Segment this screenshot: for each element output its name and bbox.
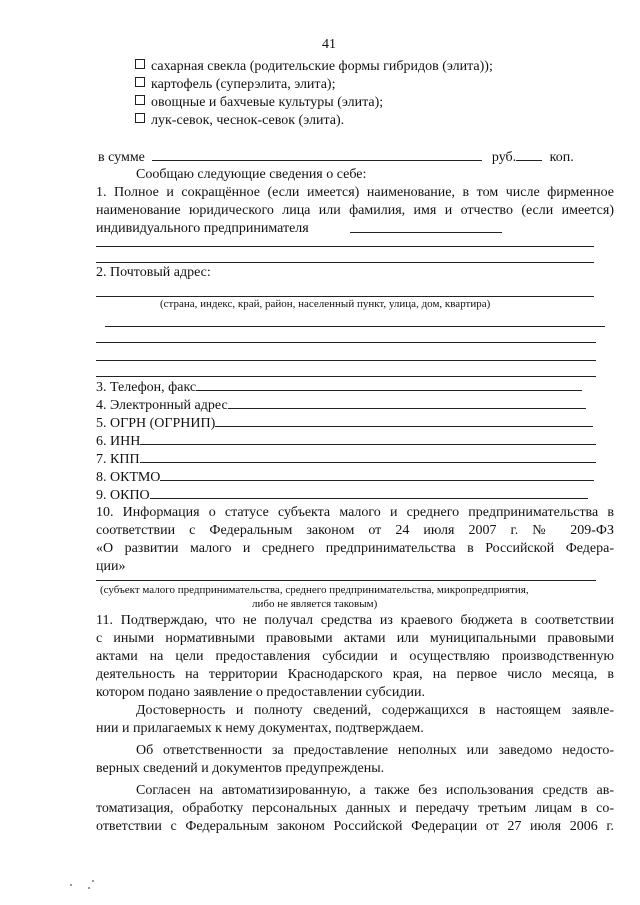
inn-input[interactable] [140, 432, 596, 445]
accuracy-line: Достоверность и полноту сведений, содержащихся в настоящем заявле- [136, 703, 614, 718]
consent-line: ответствии с Федеральным законом Российской Федерации от 27 июля 2006 г. [96, 819, 614, 834]
item10-line: «О развитии малого и среднего предпринимательства в Российской Федера- [96, 541, 614, 556]
rub-label: руб. [491, 150, 517, 165]
checkbox-icon[interactable] [135, 113, 145, 123]
email-row [96, 396, 586, 415]
item1-line: 1. Полное и сокращённое (если имеется) наименование, в том числе фирменное [96, 185, 614, 200]
item11-line: котором подано заявление о предоставлении субсидии. [96, 685, 425, 700]
item1-field[interactable] [350, 232, 502, 233]
oktmo-input[interactable] [160, 468, 594, 481]
inn-label: 6. ИНН [96, 434, 141, 449]
okpo-row [96, 486, 588, 505]
scan-speck [88, 887, 90, 889]
oktmo-label: 8. ОКТМО [96, 470, 161, 485]
checkbox-icon[interactable] [135, 77, 145, 87]
ogrn-label: 5. ОГРН (ОГРНИП) [96, 416, 216, 431]
address-label: 2. Почтовый адрес: [96, 265, 211, 280]
page-number: 41 [322, 37, 336, 52]
address-field[interactable] [105, 326, 605, 327]
sum-row [98, 148, 618, 167]
address-field[interactable] [96, 342, 596, 343]
crop-item[interactable]: сахарная свекла (родительские формы гибридов (элита)); [135, 58, 493, 76]
crop-item[interactable]: овощные и бахчевые культуры (элита); [135, 94, 383, 112]
phone-input[interactable] [196, 378, 582, 391]
item11-line: 11. Подтверждаю, что не получал средства из краевого бюджета в соответствии [96, 613, 614, 628]
consent-line: Согласен на автоматизированную, а также без использования средств ав- [136, 783, 614, 798]
item11-line: деятельность на территории Краснодарского края, на первое число месяца, в [96, 667, 614, 682]
item11-line: актами на цели предоставления субсидии и осуществляю производственную [96, 649, 614, 664]
kpp-label: 7. КПП [96, 452, 140, 467]
ogrn-input[interactable] [215, 414, 593, 427]
kpp-input[interactable] [140, 450, 596, 463]
kop-label: коп. [549, 150, 574, 165]
item10-line: соответствии с Федеральным законом от 24 июля 2007 г. № 209-ФЗ [96, 523, 614, 538]
ogrn-row [96, 414, 593, 433]
item10-line: 10. Информация о статусе субъекта малого и среднего предпринимательства в [96, 505, 614, 520]
address-hint: (страна, индекс, край, район, населенный пункт, улица, дом, квартира) [160, 298, 491, 310]
accuracy-line: нии и прилагаемых к нему документах, подтверждаем. [96, 721, 424, 736]
checkbox-icon[interactable] [135, 95, 145, 105]
scan-speck [92, 880, 94, 882]
email-label: 4. Электронный адрес [96, 398, 228, 413]
status-field[interactable] [96, 580, 596, 581]
item11-line: с иными нормативными правовыми актами или муниципальными правовыми [96, 631, 614, 646]
sum-label: в сумме [98, 150, 145, 165]
item10-line: ции» [96, 559, 126, 574]
email-input[interactable] [228, 396, 586, 409]
responsibility-line: Об ответственности за предоставление неполных или заведомо недосто- [136, 743, 614, 758]
intro-text: Сообщаю следующие сведения о себе: [136, 167, 367, 182]
status-hint: (субъект малого предпринимательства, среднего предпринимательства, микропредприятия, [100, 584, 529, 596]
inn-row [96, 432, 596, 451]
item1-field[interactable] [96, 246, 594, 247]
scan-speck [70, 884, 72, 886]
crop-item[interactable]: лук-севок, чеснок-севок (элита). [135, 112, 344, 130]
oktmo-row [96, 468, 594, 487]
status-hint: либо не является таковым) [252, 598, 378, 610]
consent-line: томатизация, обработку персональных данных и передачу третьим лицам в со- [96, 801, 614, 816]
item1-field[interactable] [96, 262, 594, 263]
sum-field[interactable] [152, 148, 482, 161]
kop-field[interactable] [516, 148, 542, 161]
crop-item[interactable]: картофель (суперэлита, элита); [135, 76, 335, 94]
address-field[interactable] [96, 360, 596, 361]
phone-label: 3. Телефон, факс [96, 380, 197, 395]
okpo-label: 9. ОКПО [96, 488, 150, 503]
item1-line: наименование юридического лица или фамилия, имя и отчество (если имеется) [96, 203, 614, 218]
checkbox-icon[interactable] [135, 59, 145, 69]
kpp-row [96, 450, 596, 469]
okpo-input[interactable] [150, 486, 588, 499]
item1-line: индивидуального предпринимателя [96, 221, 309, 236]
phone-row [96, 378, 582, 397]
address-field[interactable] [96, 376, 596, 377]
responsibility-line: верных сведений и документов предупреждены. [96, 761, 385, 776]
